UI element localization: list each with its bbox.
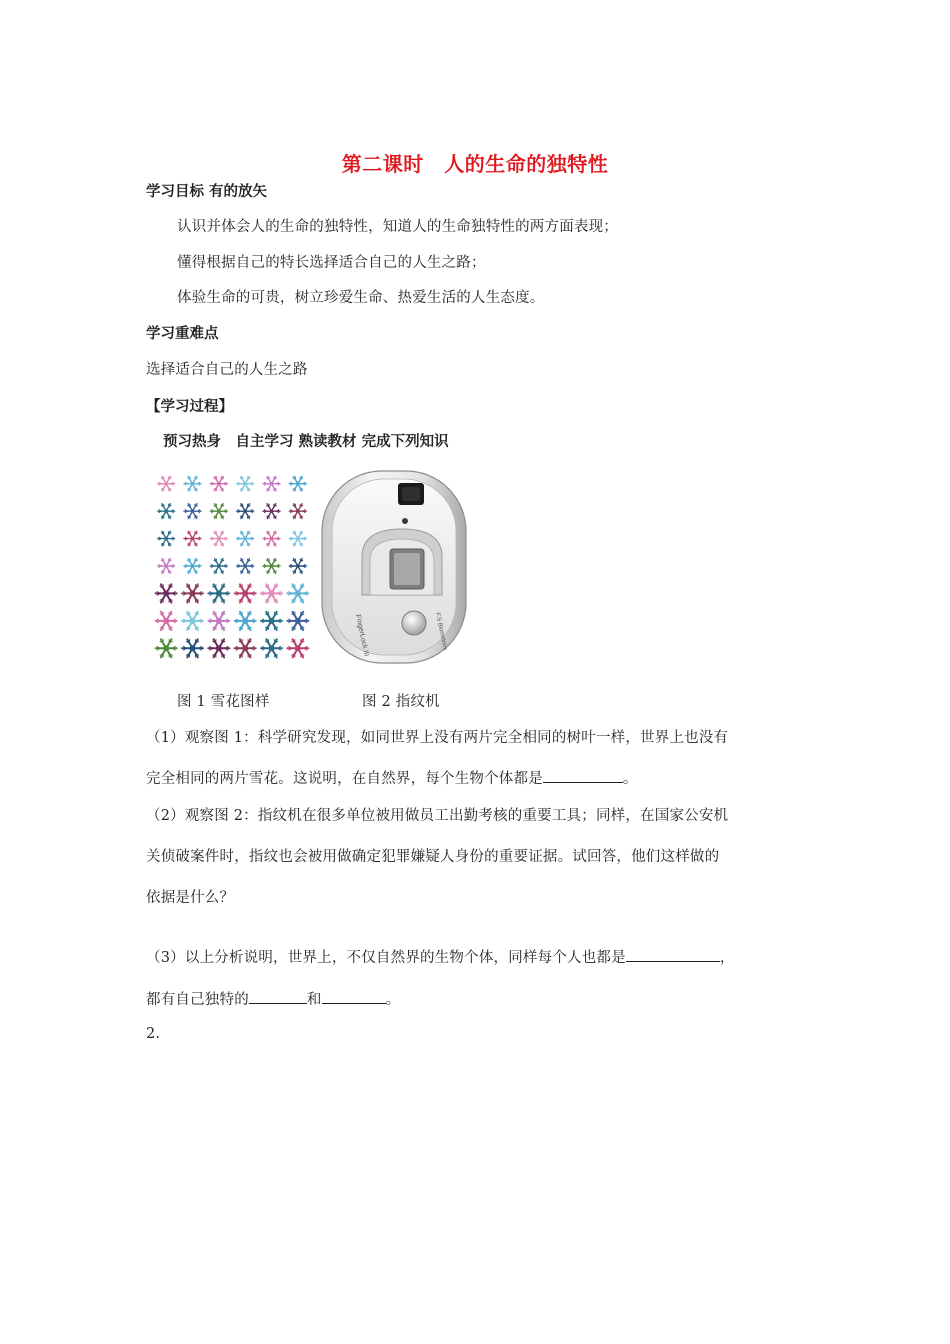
snowflake-icon	[210, 504, 227, 519]
snowflake-icon	[182, 612, 203, 630]
process-heading: 【学习过程】	[146, 399, 233, 415]
snowflake-icon	[184, 476, 201, 491]
question-3-text: （3）以上分析说明，世界上，不仅自然界的生物个体，同样每个人也都是	[146, 950, 626, 966]
snowflake-icon	[235, 612, 256, 630]
snowflake-icon	[182, 639, 203, 657]
key-points-heading: 学习重难点	[146, 326, 219, 342]
key-points-text: 选择适合自己的人生之路	[146, 362, 308, 378]
question-2-line: （2）观察图 2：指纹机在很多单位被用做员工出勤考核的重要工具；同样，在国家公安机	[146, 808, 729, 824]
snowflake-icon	[237, 504, 254, 519]
snowflake-icon	[263, 476, 280, 491]
question-3-text: 都有自己独特的	[146, 992, 249, 1008]
snowflake-icon	[261, 639, 282, 657]
snowflake-icon	[158, 559, 175, 574]
snowflake-icon	[156, 639, 177, 657]
snowflake-icon	[289, 531, 306, 546]
question-1-text: 完全相同的两片雪花。这说明，在自然界，每个生物个体都是	[146, 771, 543, 787]
snowflake-icon	[158, 531, 175, 546]
snowflake-icon	[182, 584, 203, 602]
fingerprint-machine-image	[318, 465, 470, 667]
snowflake-icon	[156, 584, 177, 602]
snowflake-icon	[287, 584, 308, 602]
snowflake-icon	[289, 559, 306, 574]
snowflake-icon	[263, 559, 280, 574]
snowflake-icon	[235, 639, 256, 657]
snowflake-icon	[210, 476, 227, 491]
answer-blank[interactable]	[249, 991, 307, 1004]
snowflake-icon	[156, 612, 177, 630]
question-2-line: 依据是什么？	[146, 890, 235, 906]
snowflake-icon	[208, 639, 229, 657]
snowflake-icon	[287, 612, 308, 630]
snowflake-icon	[184, 504, 201, 519]
answer-blank[interactable]	[626, 949, 720, 962]
device-maker-label: F.S Biometrics	[434, 612, 448, 651]
punctuation: 。	[622, 771, 638, 787]
snowflake-icon	[210, 531, 227, 546]
snowflake-icon	[263, 504, 280, 519]
snowflake-icon	[158, 504, 175, 519]
question-1-line	[146, 767, 638, 788]
snowflake-icon	[237, 476, 254, 491]
answer-blank[interactable]	[543, 770, 623, 783]
objective-item: 认识并体会人的生命的独特性，知道人的生命独特性的两方面表现；	[177, 219, 618, 235]
question-1-line: （1）观察图 1：科学研究发现，如同世界上没有两片完全相同的树叶一样，世界上也没有	[146, 730, 729, 746]
snowflake-icon	[237, 559, 254, 574]
snowflake-icon	[261, 612, 282, 630]
question-3-line	[146, 946, 735, 967]
punctuation: 。	[385, 992, 401, 1008]
snowflake-icon	[261, 584, 282, 602]
question-3-text: 和	[306, 992, 322, 1008]
question-2-line: 关侦破案件时，指纹也会被用做确定犯罪嫌疑人身份的重要证据。试回答，他们这样做的	[146, 849, 720, 865]
snowflake-icon	[237, 531, 254, 546]
answer-blank[interactable]	[322, 991, 386, 1004]
snowflake-icon	[208, 584, 229, 602]
objectives-heading: 学习目标 有的放矢	[146, 184, 268, 200]
snowflake-icon	[289, 504, 306, 519]
snowflake-icon	[235, 584, 256, 602]
snowflake-icon	[287, 639, 308, 657]
snowflake-pattern-image	[153, 470, 311, 662]
snowflake-icon	[263, 531, 280, 546]
figure-1-caption: 图 1 雪花图样	[177, 694, 270, 710]
snowflake-icon	[158, 476, 175, 491]
process-subheading: 预习热身 自主学习 熟读教材 完成下列知识	[163, 434, 449, 450]
punctuation: ，	[719, 950, 735, 966]
device-brand-label: FingerLock III	[354, 613, 370, 657]
objective-item: 懂得根据自己的特长选择适合自己的人生之路；	[177, 255, 486, 271]
snowflake-icon	[184, 559, 201, 574]
figure-2-caption: 图 2 指纹机	[362, 694, 440, 710]
objective-item: 体验生命的可贵，树立珍爱生命、热爱生活的人生态度。	[177, 290, 545, 306]
snowflake-icon	[184, 531, 201, 546]
item-2-label: 2.	[146, 1026, 161, 1042]
page-title: 第二课时 人的生命的独特性	[341, 152, 609, 176]
question-3-line	[146, 988, 400, 1009]
snowflake-icon	[210, 559, 227, 574]
snowflake-icon	[208, 612, 229, 630]
snowflake-icon	[289, 476, 306, 491]
